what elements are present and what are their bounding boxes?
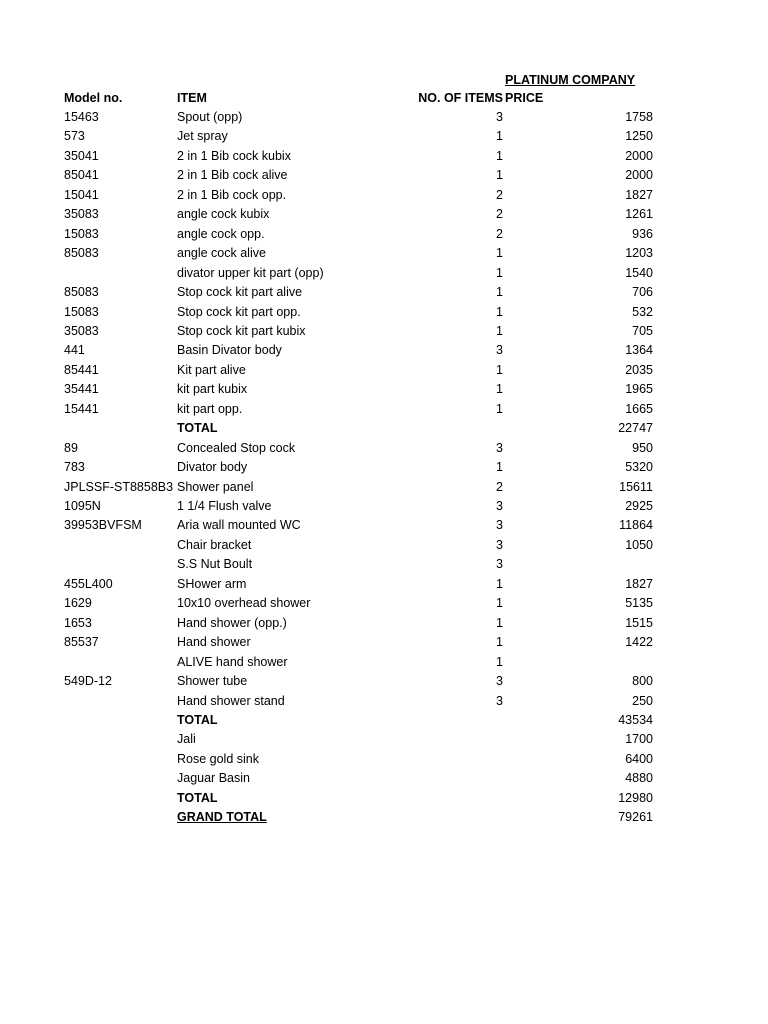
item-cell: Kit part alive [177, 362, 246, 377]
total-row [0, 808, 768, 827]
table-row [0, 439, 768, 458]
item-cell: Aria wall mounted WC [177, 518, 301, 533]
price-cell: 2925 [625, 499, 653, 513]
table-row [0, 555, 768, 574]
item-cell: Hand shower stand [177, 693, 285, 708]
no-of-items-cell: 1 [496, 654, 503, 669]
price-cell: 950 [632, 440, 653, 455]
no-of-items-cell: 1 [496, 285, 503, 300]
model-no-cell: 85441 [64, 362, 99, 377]
model-no-cell: 15463 [64, 110, 99, 124]
item-cell: 10x10 overhead shower [177, 596, 311, 611]
price-cell: 2000 [625, 168, 653, 183]
price-cell: 1700 [625, 732, 653, 747]
price-cell: 1261 [625, 207, 653, 222]
no-of-items-cell: 1 [496, 596, 503, 611]
table-row [0, 497, 768, 516]
item-cell: angle cock opp. [177, 226, 265, 241]
item-cell: S.S Nut Boult [177, 557, 253, 572]
table-row [0, 516, 768, 535]
model-no-cell: 85083 [64, 246, 99, 261]
price-cell: 800 [632, 674, 653, 689]
no-of-items-cell: 1 [496, 576, 503, 591]
table-row [0, 672, 768, 691]
price-cell: 2000 [625, 148, 653, 163]
table-row [0, 322, 768, 341]
item-cell: 2 in 1 Bib cock kubix [177, 148, 291, 163]
no-of-items-cell: 3 [496, 693, 503, 708]
no-of-items-cell: 3 [496, 499, 503, 513]
column-header-row [0, 89, 768, 108]
no-of-items-cell: 1 [496, 168, 503, 183]
price-cell: 6400 [625, 751, 653, 766]
price-cell: 4880 [625, 771, 653, 786]
no-of-items-cell: 1 [496, 323, 503, 338]
item-cell: Rose gold sink [177, 751, 259, 766]
item-cell: TOTAL [177, 712, 218, 727]
item-cell: 1 1/4 Flush valve [177, 499, 272, 513]
no-of-items-cell: 3 [496, 440, 503, 455]
model-no-cell: 1653 [64, 615, 92, 630]
model-no-cell: 549D-12 [64, 674, 112, 689]
no-of-items-header: NO. OF ITEMS [418, 91, 503, 105]
item-cell: Jaguar Basin [177, 771, 250, 786]
model-no-cell: 85041 [64, 168, 99, 183]
total-row [0, 711, 768, 730]
total-row [0, 419, 768, 438]
table-row [0, 730, 768, 749]
no-of-items-cell: 3 [496, 557, 503, 572]
model-no-cell: 573 [64, 129, 85, 144]
item-cell: Hand shower (opp.) [177, 615, 287, 630]
price-cell: 1422 [625, 635, 653, 650]
model-no-cell: 35083 [64, 323, 99, 338]
table-row [0, 108, 768, 127]
item-cell: Stop cock kit part kubix [177, 323, 306, 338]
item-cell: Jet spray [177, 129, 228, 144]
no-of-items-cell: 1 [496, 265, 503, 280]
item-cell: angle cock alive [177, 246, 266, 261]
item-cell: ALIVE hand shower [177, 654, 288, 669]
table-row [0, 536, 768, 555]
price-cell: 2035 [625, 362, 653, 377]
item-cell: Basin Divator body [177, 343, 282, 358]
table-row [0, 575, 768, 594]
price-cell: 1758 [625, 110, 653, 124]
model-no-cell: 783 [64, 460, 85, 475]
table-row [0, 225, 768, 244]
item-cell: divator upper kit part (opp) [177, 265, 324, 280]
table-row [0, 750, 768, 769]
item-header: ITEM [177, 91, 207, 105]
model-no-cell: 35041 [64, 148, 99, 163]
no-of-items-cell: 1 [496, 304, 503, 319]
price-cell: 11864 [619, 518, 653, 533]
item-cell: kit part opp. [177, 401, 243, 416]
price-cell: 79261 [618, 810, 653, 825]
table-row [0, 341, 768, 360]
no-of-items-cell: 3 [496, 518, 503, 533]
no-of-items-cell: 1 [496, 129, 503, 144]
price-cell: 1250 [625, 129, 653, 144]
no-of-items-cell: 1 [496, 246, 503, 261]
table-row [0, 653, 768, 672]
model-no-cell: 15083 [64, 304, 99, 319]
model-no-cell: 39953BVFSM [64, 518, 142, 533]
model-no-cell: 15041 [64, 187, 99, 202]
model-no-header: Model no. [64, 91, 123, 105]
model-no-cell: 89 [64, 440, 78, 455]
price-cell: 12980 [618, 790, 653, 805]
price-cell: 706 [632, 285, 653, 300]
price-cell: 1540 [625, 265, 653, 280]
no-of-items-cell: 2 [496, 479, 503, 494]
no-of-items-cell: 1 [496, 615, 503, 630]
table-row [0, 769, 768, 788]
price-cell: 1665 [625, 401, 653, 416]
no-of-items-cell: 2 [496, 187, 503, 202]
model-no-cell: 455L400 [64, 576, 113, 591]
no-of-items-cell: 1 [496, 401, 503, 416]
item-cell: SHower arm [177, 576, 247, 591]
no-of-items-cell: 2 [496, 207, 503, 222]
model-no-cell: JPLSSF-ST8858B3 [64, 479, 174, 494]
price-cell: 1827 [625, 187, 653, 202]
item-cell: TOTAL [177, 790, 218, 805]
price-cell: 5320 [625, 460, 653, 475]
price-cell: 705 [632, 323, 653, 338]
item-cell: Concealed Stop cock [177, 440, 296, 455]
no-of-items-cell: 1 [496, 148, 503, 163]
no-of-items-cell: 1 [496, 382, 503, 397]
item-cell: TOTAL [177, 421, 218, 436]
table-row [0, 264, 768, 283]
item-cell: Shower tube [177, 674, 248, 689]
no-of-items-cell: 1 [496, 460, 503, 475]
no-of-items-cell: 3 [496, 674, 503, 689]
price-cell: 43534 [618, 712, 653, 727]
no-of-items-cell: 3 [496, 537, 503, 552]
no-of-items-cell: 2 [496, 226, 503, 241]
table-row [0, 400, 768, 419]
company-header: PLATINUM COMPANY [505, 73, 636, 87]
item-cell: Divator body [177, 460, 248, 475]
item-cell: 2 in 1 Bib cock opp. [177, 187, 287, 202]
table-row [0, 380, 768, 399]
model-no-cell: 1629 [64, 596, 92, 611]
price-cell: 1203 [625, 246, 653, 261]
table-row [0, 458, 768, 477]
table-row [0, 283, 768, 302]
price-cell: 1827 [625, 576, 653, 591]
table-row [0, 478, 768, 497]
table-row [0, 186, 768, 205]
no-of-items-cell: 1 [496, 635, 503, 650]
model-no-cell: 441 [64, 343, 85, 358]
table-row [0, 614, 768, 633]
item-cell: Shower panel [177, 479, 254, 494]
table-row [0, 692, 768, 711]
model-no-cell: 15441 [64, 401, 99, 416]
model-no-cell: 35083 [64, 207, 99, 222]
no-of-items-cell: 3 [496, 110, 503, 124]
item-cell: angle cock kubix [177, 207, 270, 222]
table-row [0, 361, 768, 380]
table-row [0, 166, 768, 185]
price-cell: 936 [632, 226, 653, 241]
table-row [0, 594, 768, 613]
item-cell: Chair bracket [177, 537, 252, 552]
no-of-items-cell: 3 [496, 343, 503, 358]
item-cell: Stop cock kit part opp. [177, 304, 301, 319]
table-row [0, 633, 768, 652]
item-cell: Hand shower [177, 635, 251, 650]
item-cell: Stop cock kit part alive [177, 285, 303, 300]
table-row [0, 127, 768, 146]
model-no-cell: 15083 [64, 226, 99, 241]
price-cell: 1965 [625, 382, 653, 397]
model-no-cell: 85083 [64, 285, 99, 300]
price-header: PRICE [505, 91, 544, 105]
price-cell: 1515 [625, 615, 653, 630]
item-cell: 2 in 1 Bib cock alive [177, 168, 288, 183]
item-cell: GRAND TOTAL [177, 810, 267, 825]
table-row [0, 244, 768, 263]
table-row [0, 147, 768, 166]
item-cell: Spout (opp) [177, 110, 243, 124]
item-cell: Jali [177, 732, 196, 747]
price-cell: 22747 [618, 421, 653, 436]
model-no-cell: 35441 [64, 382, 99, 397]
price-cell: 1364 [625, 343, 653, 358]
model-no-cell: 85537 [64, 635, 99, 650]
table-row [0, 205, 768, 224]
total-row [0, 789, 768, 808]
price-cell: 15611 [619, 479, 653, 494]
no-of-items-cell: 1 [496, 362, 503, 377]
price-cell: 1050 [625, 537, 653, 552]
item-cell: kit part kubix [177, 382, 248, 397]
model-no-cell: 1095N [64, 499, 101, 513]
price-cell: 5135 [625, 596, 653, 611]
price-cell: 250 [632, 693, 653, 708]
price-cell: 532 [632, 304, 653, 319]
table-row [0, 303, 768, 322]
